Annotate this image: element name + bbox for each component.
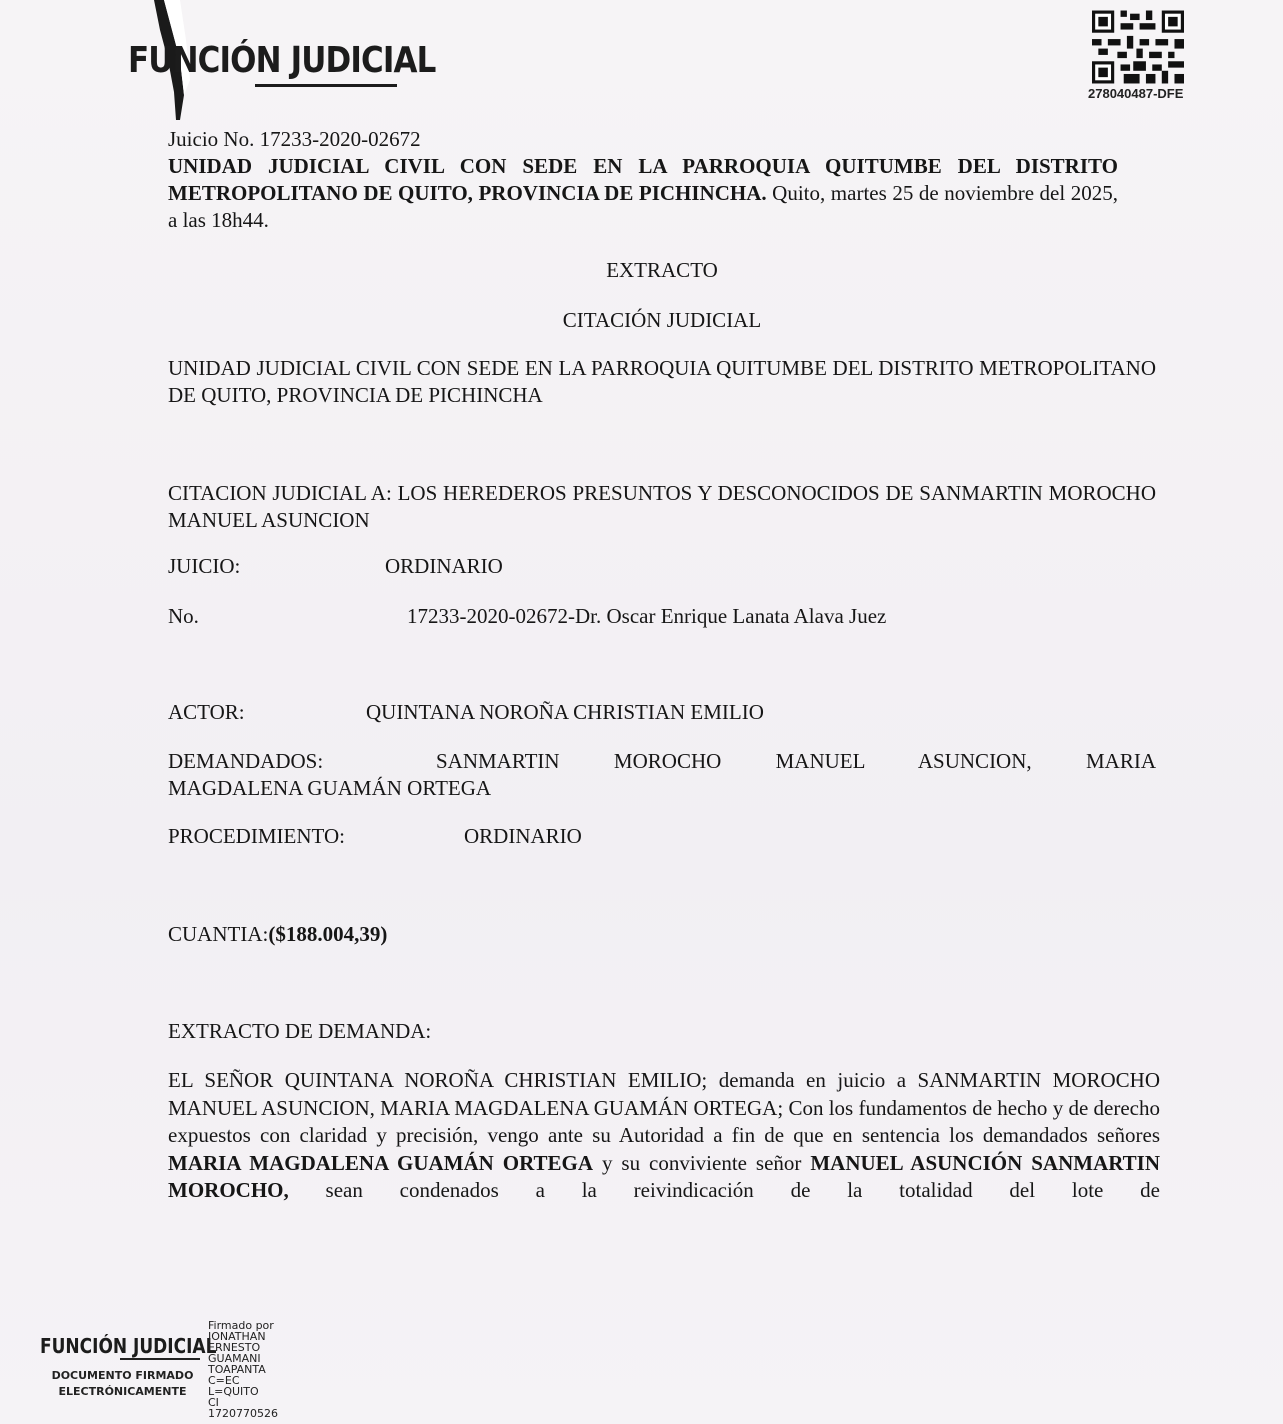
juicio-label: JUICIO: [168,554,241,578]
no-value: 17233-2020-02672-Dr. Oscar Enrique Lanata Alava Juez [407,604,887,628]
demandados-row [168,748,1156,802]
footer-logo-underline [120,1358,200,1360]
demandados-value-second: MAGDALENA GUAMÁN ORTEGA [168,776,492,800]
footer-signed-caption [40,1368,205,1400]
footer-caption-line-2: ELECTRÓNICAMENTE [58,1385,187,1398]
paragraph-bold-1: MARIA MAGDALENA GUAMÁN ORTEGA [168,1150,594,1175]
no-label: No. [168,604,199,628]
intro-block [168,126,1156,234]
actor-value: QUINTANA NOROÑA CHRISTIAN EMILIO [366,700,764,724]
demandados-label: DEMANDADOS: [168,749,324,773]
unit-name-bold: UNIDAD JUDICIAL CIVIL CON SEDE EN LA PARROQUIA QUITUMBE DEL DISTRITO METROPOLITANO DE QUITO, PROVINCIA DE PICHINCHA. [168,154,1118,205]
footer-logo: FUNCIÓN JUDICIAL [40,1334,217,1358]
demandados-value-first: SANMARTIN MOROCHO MANUEL ASUNCION, MARIA [436,749,1156,773]
paragraph-bold-2: MANUEL ASUNCIÓN SANMARTIN MOROCHO, [168,1150,1161,1202]
signer-line: GUAMANI [208,1352,261,1365]
heading-citacion: CITACIÓN JUDICIAL [562,308,762,332]
cuantia-label: CUANTIA: [168,922,269,946]
extracto-demanda-heading: EXTRACTO DE DEMANDA: [168,1019,432,1043]
procedimiento-value: ORDINARIO [464,824,582,848]
cuantia-line [168,922,387,947]
extracto-demanda-paragraph [168,1067,1160,1205]
qr-code-icon [1092,10,1184,84]
procedimiento-label: PROCEDIMIENTO: [168,824,345,848]
qr-code-id: 278040487-DFE [1088,86,1184,101]
unit-repeat-paragraph: UNIDAD JUDICIAL CIVIL CON SEDE EN LA PARROQUIA QUITUMBE DEL DISTRITO METROPOLITANO DE QUITO, PROVINCIA DE PICHINCHA [168,356,1156,407]
signer-block [208,1320,298,1419]
citacion-a-paragraph: CITACION JUDICIAL A: LOS HEREDEROS PRESUNTOS Y DESCONOCIDOS DE SANMARTIN MOROCHO MANUEL ASUNCION [168,481,1156,532]
paragraph-text-1: EL SEÑOR QUINTANA NOROÑA CHRISTIAN EMILIO; demanda en juicio a SANMARTIN MOROCHO MANUEL ASUNCION, MARIA MAGDALENA GUAMÁN ORTEGA; Con los fundamentos de hecho y de derecho expuestos con claridad y precisión, vengo ante su Autoridad a fin de que en sentencia los demandados señores [168,1068,1160,1147]
signer-line: 1720770526 [208,1407,278,1420]
signer-line: CI [208,1396,219,1409]
signer-line: C=EC [208,1374,240,1387]
signer-line: L=QUITO [208,1385,259,1398]
footer-caption-line-1: DOCUMENTO FIRMADO [51,1369,194,1382]
paragraph-text-3: sean condenados a la reivindicación de la totalidad del lote de [288,1178,1160,1202]
header-logo: FUNCIÓN JUDICIAL [128,40,436,81]
juicio-number-line: Juicio No. 17233-2020-02672 [168,127,421,151]
heading-extracto: EXTRACTO [606,258,718,282]
signer-line: JONATHAN [208,1330,266,1343]
signer-line: Firmado por [208,1319,274,1332]
intro-paragraph [168,153,1118,234]
actor-label: ACTOR: [168,700,245,724]
date-text: Quito, martes 25 de noviembre del 2025, a las 18h44. [168,181,1118,232]
signer-line: TOAPANTA [208,1363,266,1376]
juicio-value: ORDINARIO [385,554,503,578]
signer-line: ERNESTO [208,1341,261,1354]
cuantia-value: ($188.004,39) [268,922,388,946]
header-logo-underline [255,84,397,87]
paragraph-text-2: y su conviviente señor [593,1150,811,1175]
